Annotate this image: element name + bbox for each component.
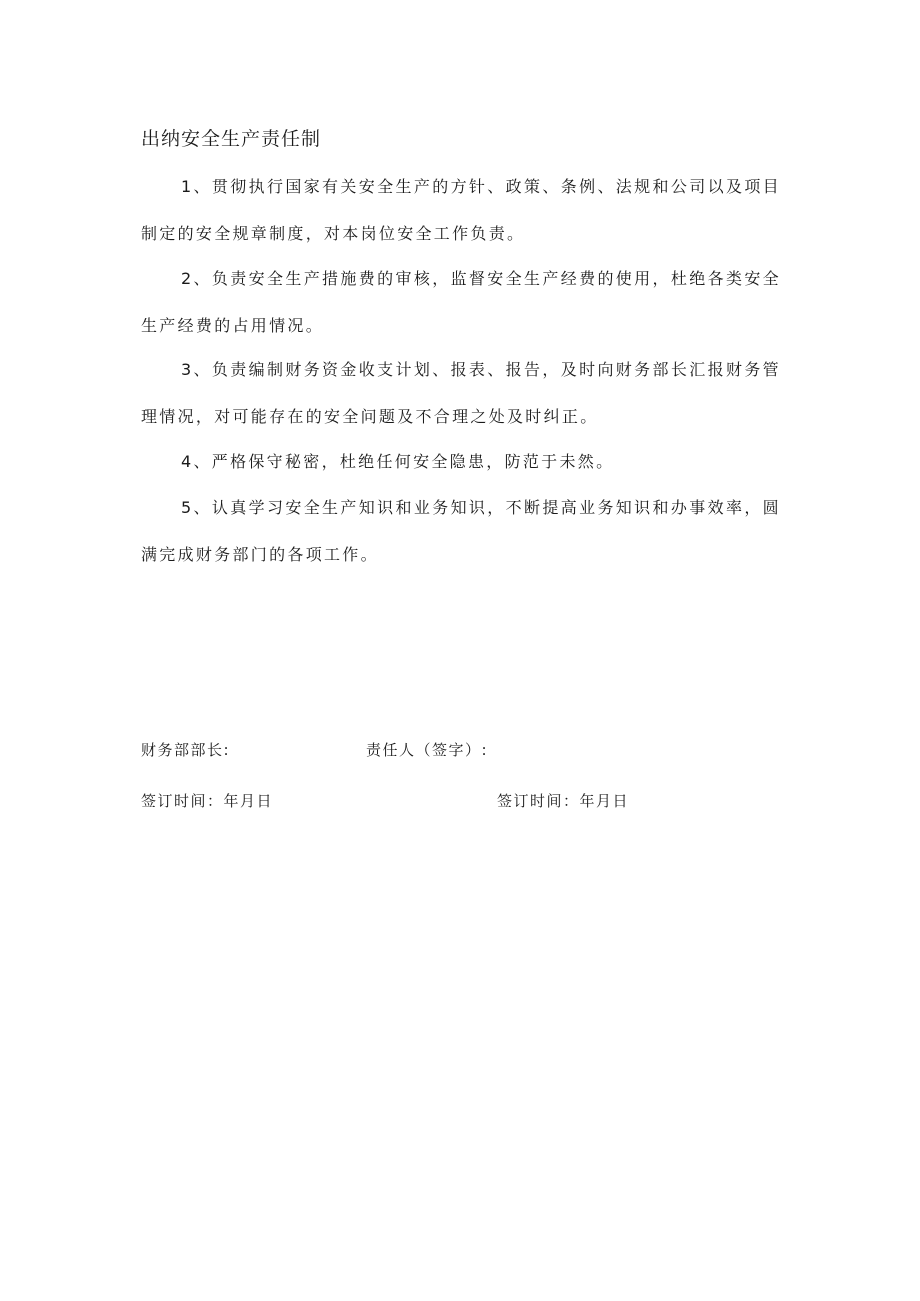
right-signing-date: 签订时间：年月日 — [497, 792, 630, 810]
finance-director-signature-label: 财务部部长: — [141, 741, 231, 759]
document-title: 出纳安全生产责任制 — [141, 128, 322, 150]
left-signing-date: 签订时间：年月日 — [141, 792, 274, 810]
paragraph-3: 3、负责编制财务资金收支计划、报表、报告，及时向财务部长汇报财务管理情况，对可能存在的安全问题及不合理之处及时纠正。 — [141, 360, 781, 426]
paragraph-5: 5、认真学习安全生产知识和业务知识，不断提高业务知识和办事效率，圆满完成财务部门的各项工作。 — [141, 498, 781, 564]
paragraph-2: 2、负责安全生产措施费的审核，监督安全生产经费的使用，杜绝各类安全生产经费的占用情况。 — [141, 269, 781, 335]
paragraph-4: 4、严格保守秘密，杜绝任何安全隐患，防范于未然。 — [181, 452, 615, 471]
responsible-person-signature-label: 责任人（签字）: — [366, 741, 489, 759]
paragraph-1: 1、贯彻执行国家有关安全生产的方针、政策、条例、法规和公司以及项目制定的安全规章制度，对本岗位安全工作负责。 — [141, 177, 781, 243]
